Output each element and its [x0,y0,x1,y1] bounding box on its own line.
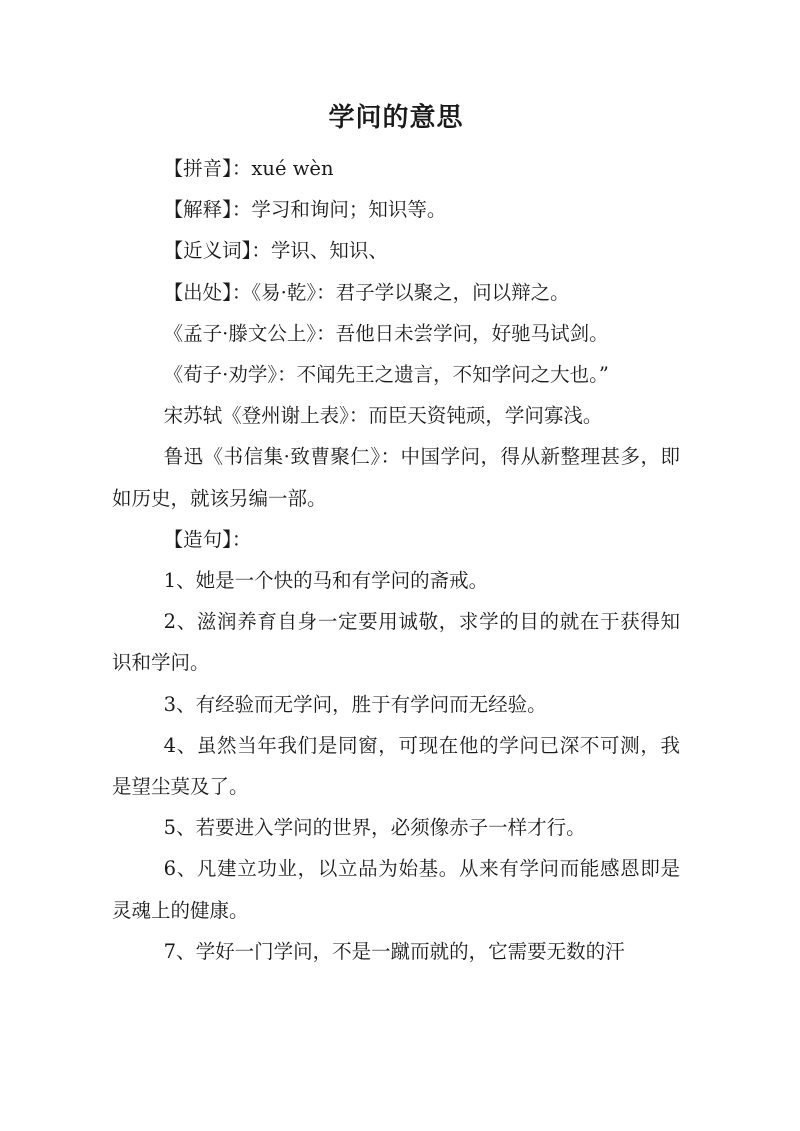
example-sentence-7: 7、学好一门学问，不是一蹴而就的，它需要无数的汗 [163,939,625,963]
example-sentence-6: 6、凡建立功业，以立品为始基。从来有学问而能感恩即是灵魂上的健康。 [112,857,680,922]
paragraph-source-sushi: 宋苏轼《登州谢上表》：而臣天资钝顽，学问寡浅。 [163,404,603,428]
paragraph-synonyms: 【近义词】：学识、知识、 [163,239,388,263]
paragraph-source-luxun: 鲁迅《书信集·致曹聚仁》：中国学问，得从新整理甚多，即如历史，就该另编一部。 [112,445,680,510]
paragraph-source-xunzi: 《荀子·劝学》：不闻先王之遗言，不知学问之大也。” [163,363,609,387]
example-sentence-1: 1、她是一个快的马和有学问的斋戒。 [163,569,489,593]
example-sentence-5: 5、若要进入学问的世界，必须像赤子一样才行。 [163,816,586,840]
example-sentence-3: 3、有经验而无学问，胜于有学问而无经验。 [163,692,547,716]
document-title: 学问的意思 [328,103,464,133]
example-sentence-4: 4、虽然当年我们是同窗，可现在他的学问已深不可测，我是望尘莫及了。 [112,733,680,799]
paragraph-source-mengzi: 《孟子·滕文公上》：吾他日未尝学问，好驰马试剑。 [163,321,609,345]
example-sentence-2: 2、滋润养育自身一定要用诚敬，求学的目的就在于获得知识和学问。 [112,610,680,675]
document-page [112,94,680,972]
paragraph-examples-heading: 【造句】： [163,527,252,551]
paragraph-source: 【出处】：《易·乾》：君子学以聚之，问以辩之。 [163,280,570,304]
paragraph-pinyin: 【拼音】：xué wèn [163,157,334,180]
paragraph-explanation: 【解释】：学习和询问；知识等。 [163,198,447,222]
